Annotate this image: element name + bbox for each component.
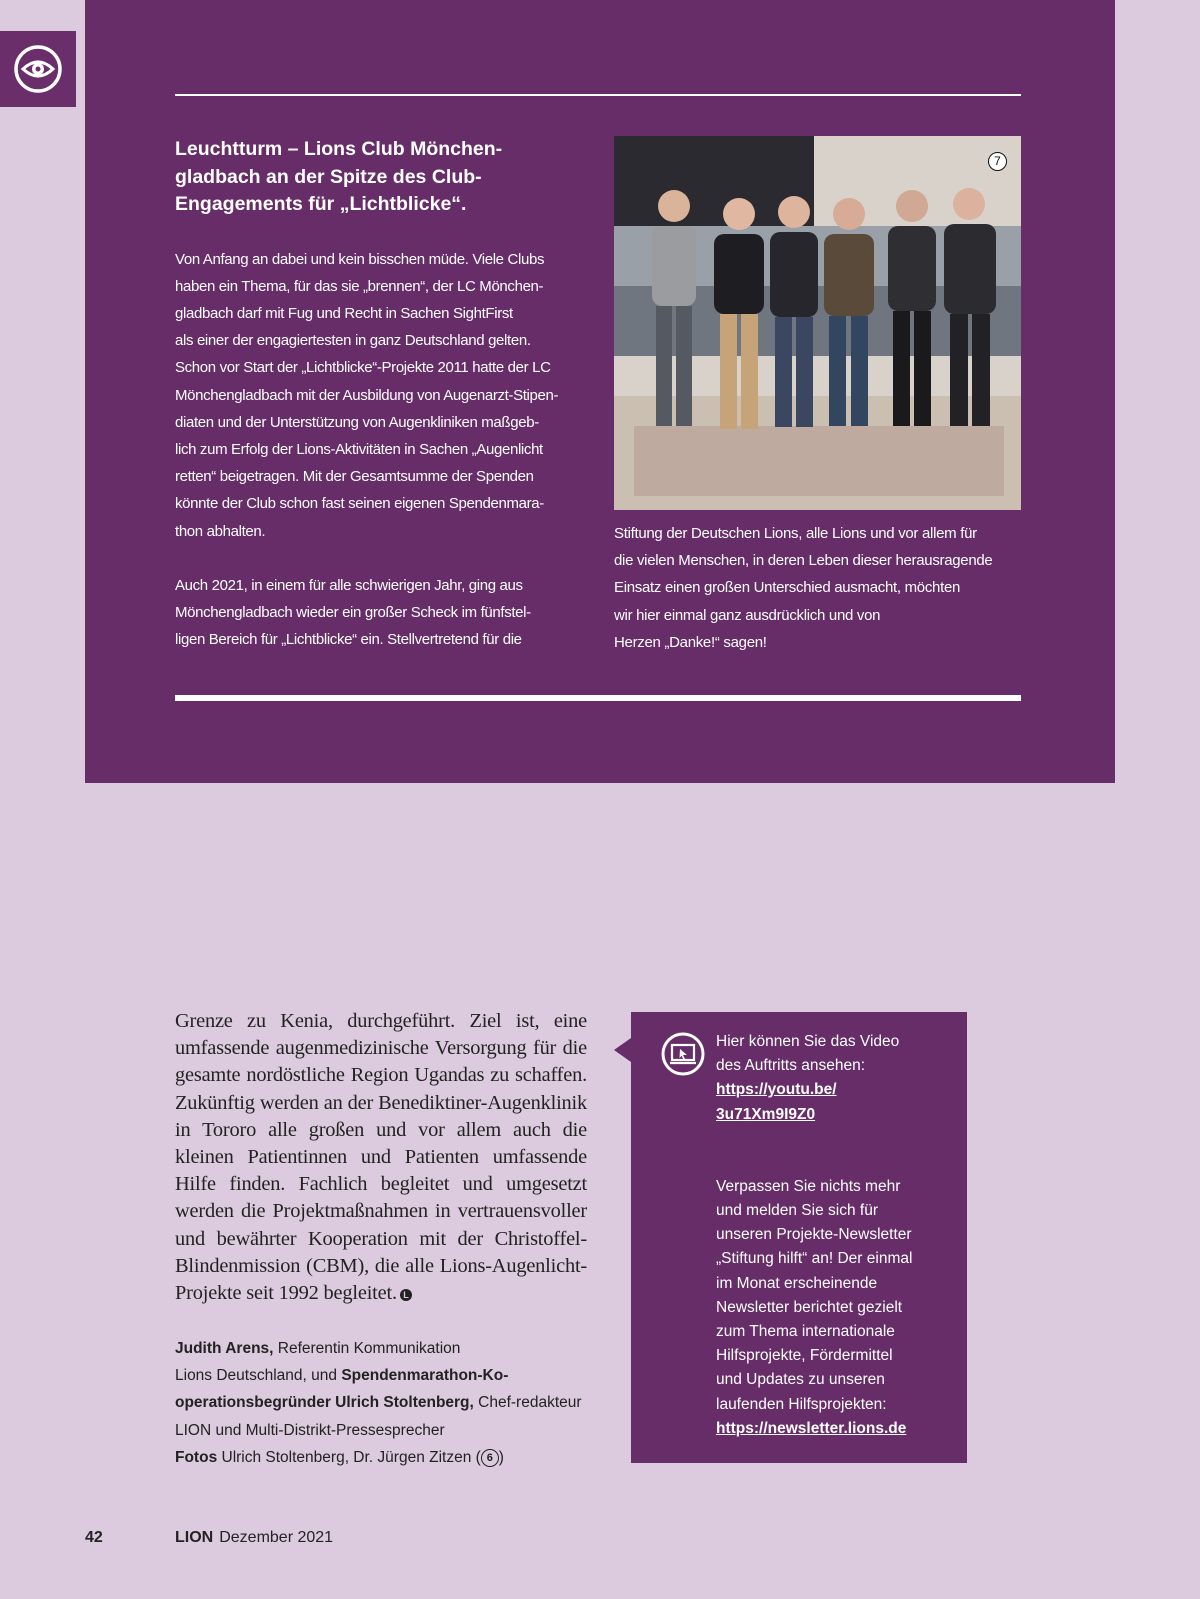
magazine-issue: [175, 1529, 333, 1547]
video-newsletter-box: [631, 1012, 967, 1463]
text-line: haben ein Thema, für das sie „brennen“, der LC Mönchen-: [175, 277, 544, 295]
video-screen-icon: [661, 1032, 705, 1076]
caption-line: die vielen Menschen, in deren Leben dieser herausragende: [614, 552, 993, 570]
text-line: retten“ beigetragen. Mit der Gesamtsumme der Spenden: [175, 468, 534, 486]
video-paragraph: [716, 1030, 946, 1127]
text-line: Mönchengladbach mit der Ausbildung von Augenarzt-Stipen-: [175, 386, 559, 404]
article-headline: [175, 136, 565, 219]
caption-line: Stiftung der Deutschen Lions, alle Lions und vor allem für: [614, 525, 977, 542]
article-paragraph-1: [175, 246, 565, 545]
text-line: als einer der engagiertesten in ganz Deutschland gelten.: [175, 332, 531, 350]
top-rule: [175, 94, 1021, 96]
eye-tab: [0, 31, 76, 107]
text-line: Schon vor Start der „Lichtblicke“-Projekte 2011 hatte der LC: [175, 359, 551, 377]
text-line: und melden Sie sich für: [716, 1202, 878, 1220]
issue-date: Dezember 2021: [219, 1529, 334, 1546]
photos-credit-close: ): [498, 1448, 504, 1466]
text-line: diaten und der Unterstützung von Augenkliniken maßgeb-: [175, 413, 539, 431]
text-line: gladbach darf mit Fug und Recht in Sachen SightFirst: [175, 304, 513, 322]
text-line: zum Thema internationale: [716, 1323, 895, 1341]
newsletter-link[interactable]: https://newsletter.lions.de: [716, 1419, 907, 1437]
infobox-text: [716, 1030, 946, 1441]
author-1-role-cont: Lions Deutschland, und: [175, 1367, 342, 1385]
text-line: ligen Bereich für „Lichtblicke“ ein. Stellvertretend für die: [175, 631, 522, 649]
headline-line: gladbach an der Spitze des Club-: [175, 165, 482, 188]
text-line: Newsletter berichtet gezielt: [716, 1298, 903, 1316]
bottom-rule: [175, 695, 1021, 701]
text-line: lich zum Erfolg der Lions-Aktivitäten in Sachen „Augenlicht: [175, 440, 543, 458]
group-photo: [614, 136, 1021, 510]
text-line: Mönchengladbach wieder ein großer Scheck im fünfstel-: [175, 603, 531, 621]
text-line: Hier können Sie das Video: [716, 1033, 900, 1050]
text-line: und Updates zu unseren: [716, 1371, 885, 1389]
author-1-role: Referentin Kommunikation: [273, 1340, 461, 1357]
continuation-text: Grenze zu Kenia, durchgeführt. Ziel ist, eine umfassende augenmedizinische Versorgung für die gesamte nordöstliche Region Ugandas zu schaffen. Zukünftig werden an der Benediktiner-Augenklinik in Tororo alle großen und vor allem auch die kleinen Patientinnen und Patienten umfassende Hilfe finden. Fachlich begleitet und umgesetzt werden die Projektmaßnahmen in vertrauensvoller und bewährter Kooperation mit der Christoffel-Blindenmission (CBM), die alle Lions-Augenlicht-Projekte seit 1992 begleitet.: [175, 1010, 587, 1305]
caption-line: Herzen „Danke!“ sagen!: [614, 633, 767, 651]
headline-line: Leuchtturm – Lions Club Mönchen-: [175, 138, 503, 160]
photo-caption: [614, 520, 1024, 656]
author-2-name: Spendenmarathon-Ko-operationsbegründer Ulrich Stoltenberg,: [175, 1367, 509, 1412]
eye-icon: [13, 44, 63, 94]
text-line: des Auftritts ansehen:: [716, 1057, 866, 1075]
caption-line: wir hier einmal ganz ausdrücklich und von: [614, 606, 881, 624]
magazine-name: LION: [175, 1529, 214, 1546]
photos-label: Fotos: [175, 1448, 218, 1466]
text-line: könnte der Club schon fast seinen eigenen Spendenmara-: [175, 495, 544, 513]
photos-credit: Ulrich Stoltenberg, Dr. Jürgen Zitzen (: [217, 1448, 481, 1466]
article-end-mark: L: [400, 1289, 412, 1301]
video-link[interactable]: [716, 1081, 837, 1122]
page-number: 42: [85, 1529, 103, 1546]
photo-number-badge: 6: [481, 1449, 499, 1467]
author-1-name: Judith Arens,: [175, 1340, 274, 1357]
text-line: thon abhalten.: [175, 522, 266, 540]
caption-line: Einsatz einen großen Unterschied ausmacht, möchten: [614, 579, 961, 597]
text-line: Auch 2021, in einem für alle schwierigen Jahr, ging aus: [175, 576, 523, 594]
author-credits: [175, 1335, 595, 1471]
text-line: Verpassen Sie nichts mehr: [716, 1177, 901, 1195]
text-line: Von Anfang an dabei und kein bisschen müde. Viele Clubs: [175, 250, 545, 268]
link-line: 3u71Xm9I9Z0: [716, 1105, 816, 1123]
text-line: laufenden Hilfsprojekten:: [716, 1395, 887, 1413]
group-photo-illustration: [614, 136, 1021, 510]
newsletter-paragraph: [716, 1175, 946, 1441]
article-continuation: [175, 1008, 587, 1307]
text-line: im Monat erscheinende: [716, 1274, 878, 1292]
author-2-role: Chef-redakteur LION und Multi-Distrikt-Pressesprecher: [175, 1394, 582, 1439]
text-line: Hilfsprojekte, Fördermittel: [716, 1347, 893, 1365]
text-line: unseren Projekte-Newsletter: [716, 1226, 912, 1244]
text-line: „Stiftung hilft“ an! Der einmal: [716, 1250, 913, 1268]
article-left-column: [175, 136, 565, 653]
article-paragraph-2: [175, 572, 565, 654]
link-line: https://youtu.be/: [716, 1081, 837, 1099]
box-pointer: [614, 1038, 631, 1062]
feature-panel: [85, 0, 1115, 783]
headline-line: Engagements für „Lichtblicke“.: [175, 193, 467, 215]
photo-number-badge: 7: [988, 152, 1007, 171]
